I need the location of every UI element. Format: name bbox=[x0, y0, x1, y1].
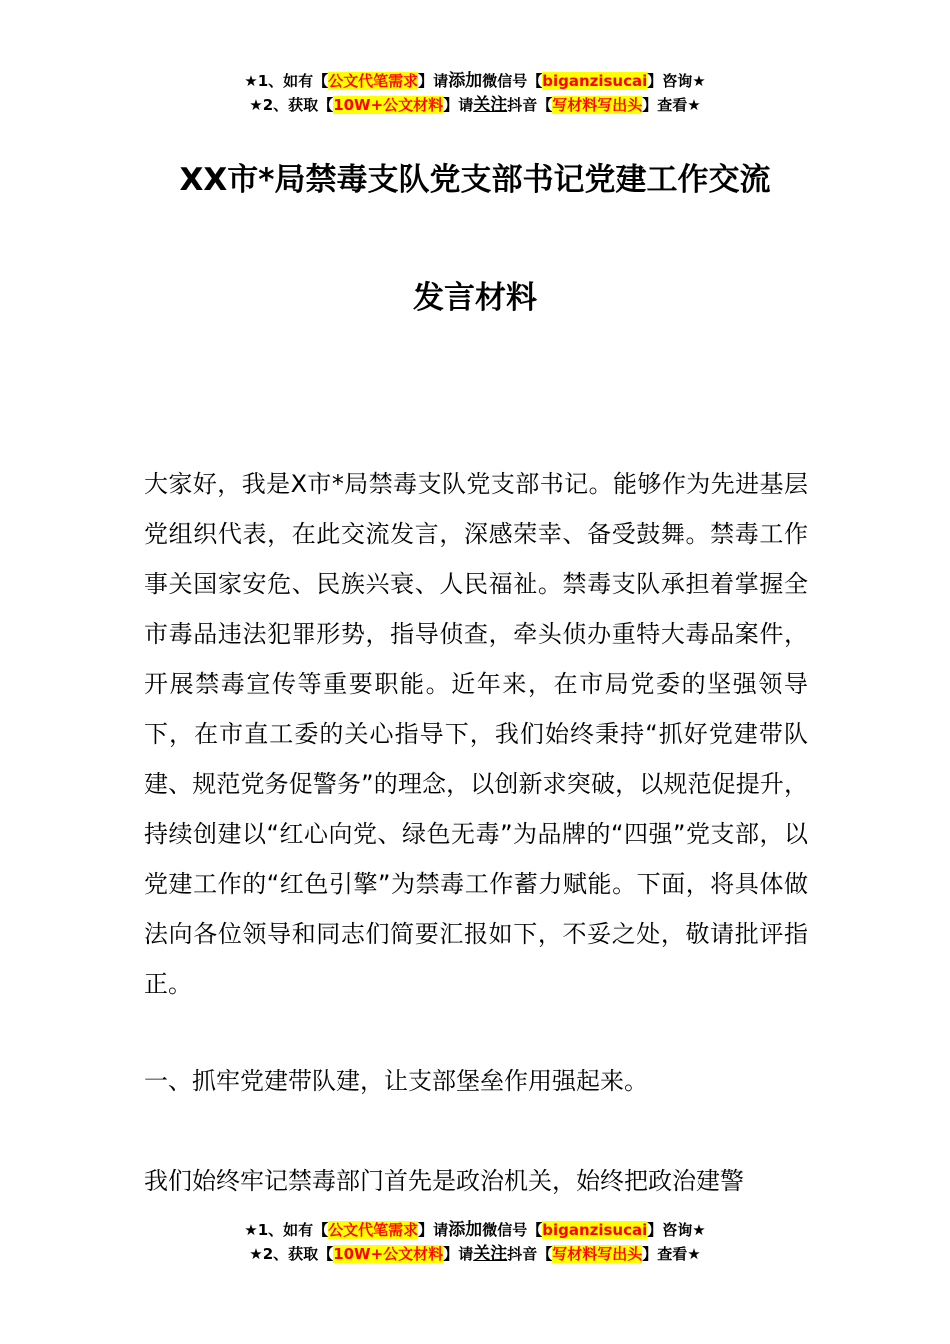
document-title-line-2: 发言材料 bbox=[413, 280, 537, 316]
banner-text: 】请 bbox=[418, 72, 449, 90]
banner-prefix: ★1、如有【 bbox=[244, 72, 329, 90]
banner-prefix: ★2、获取【 bbox=[249, 1245, 334, 1263]
banner-text: 】请 bbox=[418, 1221, 449, 1239]
banner-text: 抖音【 bbox=[507, 96, 553, 114]
banner-suffix: 】咨询★ bbox=[647, 72, 706, 90]
wechat-id-highlight: biganzisucai bbox=[542, 1221, 648, 1239]
banner-prefix: ★1、如有【 bbox=[244, 1221, 329, 1239]
banner-add-text: 添加 bbox=[448, 1220, 483, 1240]
body-paragraph-2: 我们始终牢记禁毒部门首先是政治机关，始终把政治建警 bbox=[144, 1167, 744, 1195]
document-title-line-1: XX市*局禁毒支队党支部书记党建工作交流 bbox=[179, 162, 771, 198]
banner-line-1 bbox=[0, 1218, 950, 1242]
douyin-id-highlight: 写材料写出头 bbox=[552, 96, 643, 114]
materials-highlight: 10W+公文材料 bbox=[333, 1245, 444, 1263]
header-banner bbox=[0, 69, 950, 117]
banner-suffix: 】咨询★ bbox=[647, 1221, 706, 1239]
wechat-id-highlight: biganzisucai bbox=[542, 72, 648, 90]
body-paragraph-1: 大家好，我是X市*局禁毒支队党支部书记。能够作为先进基层党组织代表，在此交流发言，深感荣幸、备受鼓舞。禁毒工作事关国家安危、民族兴衰、人民福祉。禁毒支队承担着掌握全市毒品违法犯罪形势，指导侦查，牵头侦办重特大毒品案件，开展禁毒宣传等重要职能。近年来，在市局党委的坚强领导下，在市直工委的关心指导下，我们始终秉持“抓好党建带队建、规范党务促警务”的理念，以创新求突破，以规范促提升，持续创建以“红心向党、绿色无毒”为品牌的“四强”党支部，以党建工作的“红色引擎”为禁毒工作蓄力赋能。下面，将具体做法向各位领导和同志们简要汇报如下，不妥之处，敬请批评指正。 bbox=[144, 470, 808, 998]
banner-follow-text: 关注 bbox=[473, 1244, 508, 1264]
banner-suffix: 】查看★ bbox=[642, 1245, 701, 1263]
banner-text: 微信号【 bbox=[482, 1221, 543, 1239]
banner-text: 微信号【 bbox=[482, 72, 543, 90]
footer-banner bbox=[0, 1218, 950, 1266]
banner-text: 】请 bbox=[443, 96, 474, 114]
materials-highlight: 10W+公文材料 bbox=[333, 96, 444, 114]
banner-prefix: ★2、获取【 bbox=[249, 96, 334, 114]
banner-suffix: 】查看★ bbox=[642, 96, 701, 114]
banner-line-2 bbox=[0, 1242, 950, 1266]
banner-line-1 bbox=[0, 69, 950, 93]
banner-text: 抖音【 bbox=[507, 1245, 553, 1263]
douyin-id-highlight: 写材料写出头 bbox=[552, 1245, 643, 1263]
section-heading-1: 一、抓牢党建带队建，让支部堡垒作用强起来。 bbox=[144, 1067, 648, 1095]
banner-text: 】请 bbox=[443, 1245, 474, 1263]
banner-follow-text: 关注 bbox=[473, 95, 508, 115]
service-highlight: 公文代笔需求 bbox=[328, 1221, 419, 1239]
banner-add-text: 添加 bbox=[448, 71, 483, 91]
banner-line-2 bbox=[0, 93, 950, 117]
service-highlight: 公文代笔需求 bbox=[328, 72, 419, 90]
